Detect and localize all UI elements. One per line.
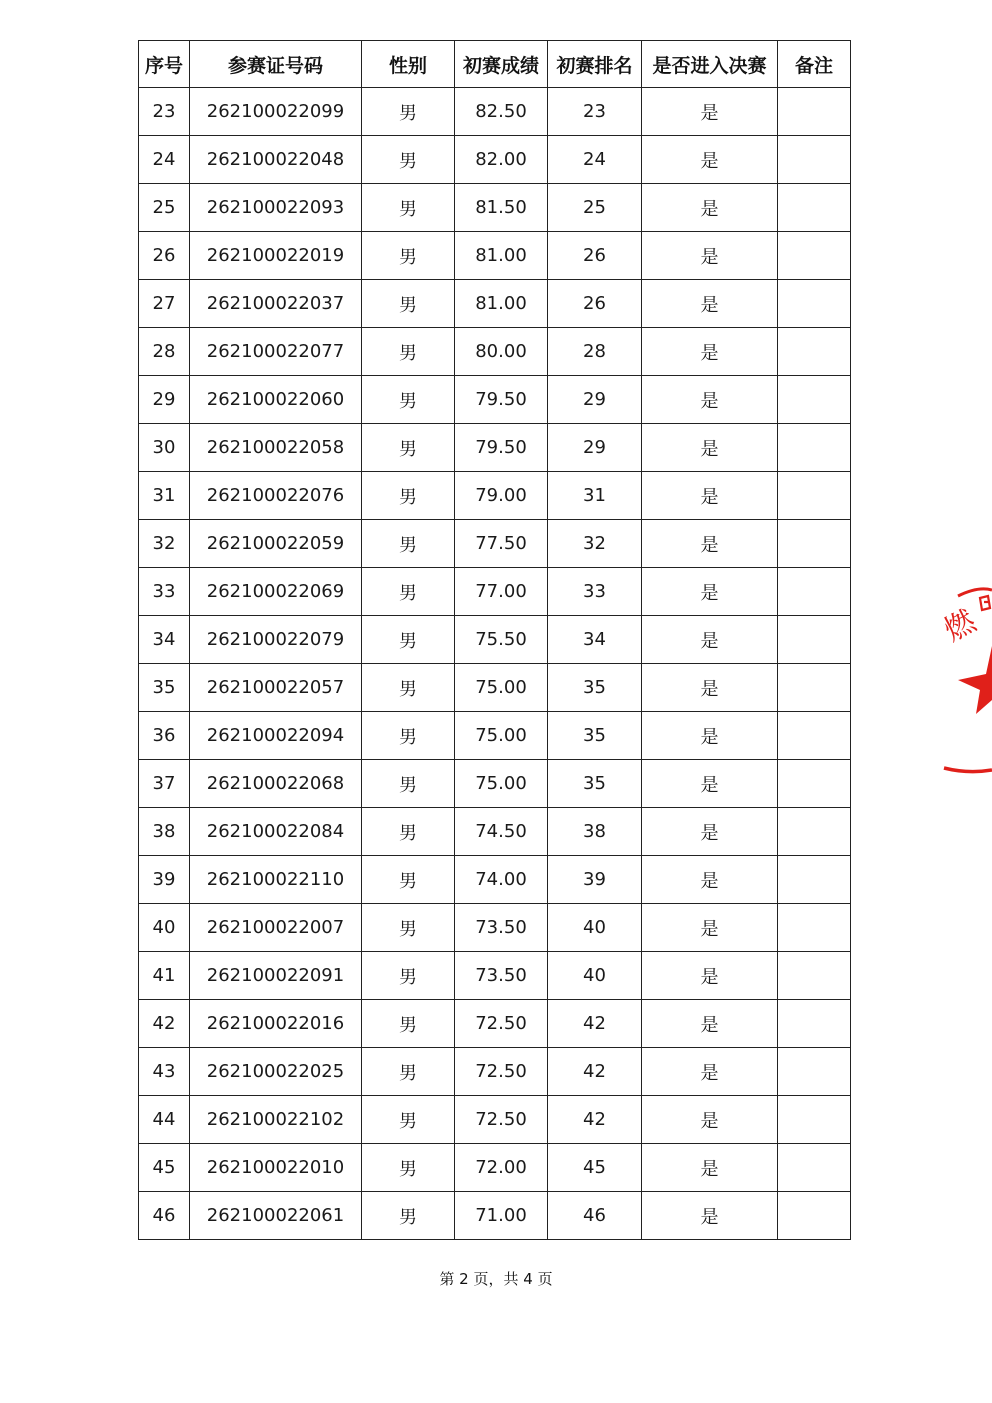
- cell-entry-number: 262100022076: [190, 472, 362, 520]
- cell-entry-number: 262100022102: [190, 1096, 362, 1144]
- table-header-row: [139, 41, 851, 88]
- cell-prelim-score: 81.00: [455, 280, 548, 328]
- cell-gender: 男: [362, 952, 455, 1000]
- cell-gender: 男: [362, 616, 455, 664]
- cell-entry-number: 262100022060: [190, 376, 362, 424]
- cell-prelim-score: 72.50: [455, 1048, 548, 1096]
- cell-seq: 30: [139, 424, 190, 472]
- cell-seq: 24: [139, 136, 190, 184]
- cell-entry-number: 262100022077: [190, 328, 362, 376]
- cell-remarks: [778, 952, 851, 1000]
- table-row: [139, 664, 851, 712]
- cell-prelim-rank: 34: [548, 616, 642, 664]
- cell-prelim-score: 73.50: [455, 904, 548, 952]
- cell-seq: 28: [139, 328, 190, 376]
- cell-seq: 39: [139, 856, 190, 904]
- cell-remarks: [778, 904, 851, 952]
- cell-finals-qualified: 是: [642, 424, 778, 472]
- cell-finals-qualified: 是: [642, 856, 778, 904]
- header-prelim-rank: 初赛排名: [548, 41, 642, 88]
- cell-prelim-rank: 35: [548, 760, 642, 808]
- cell-entry-number: 262100022048: [190, 136, 362, 184]
- cell-finals-qualified: 是: [642, 520, 778, 568]
- cell-gender: 男: [362, 472, 455, 520]
- header-gender: 性别: [362, 41, 455, 88]
- cell-gender: 男: [362, 664, 455, 712]
- cell-prelim-rank: 29: [548, 376, 642, 424]
- cell-seq: 46: [139, 1192, 190, 1240]
- table-row: [139, 520, 851, 568]
- seal-arc-bottom: [944, 768, 992, 772]
- cell-entry-number: 262100022058: [190, 424, 362, 472]
- cell-gender: 男: [362, 1192, 455, 1240]
- seal-arc-top: [958, 589, 992, 596]
- cell-entry-number: 262100022079: [190, 616, 362, 664]
- cell-prelim-score: 82.50: [455, 88, 548, 136]
- cell-gender: 男: [362, 520, 455, 568]
- cell-entry-number: 262100022010: [190, 1144, 362, 1192]
- cell-remarks: [778, 376, 851, 424]
- cell-prelim-score: 80.00: [455, 328, 548, 376]
- cell-remarks: [778, 1192, 851, 1240]
- cell-remarks: [778, 664, 851, 712]
- cell-remarks: [778, 328, 851, 376]
- header-seq: 序号: [139, 41, 190, 88]
- cell-seq: 42: [139, 1000, 190, 1048]
- table-row: [139, 1096, 851, 1144]
- cell-remarks: [778, 1000, 851, 1048]
- table-row: [139, 232, 851, 280]
- red-seal-stamp: [930, 578, 992, 778]
- cell-seq: 34: [139, 616, 190, 664]
- cell-remarks: [778, 184, 851, 232]
- cell-entry-number: 262100022099: [190, 88, 362, 136]
- cell-finals-qualified: 是: [642, 232, 778, 280]
- cell-finals-qualified: 是: [642, 88, 778, 136]
- cell-gender: 男: [362, 424, 455, 472]
- cell-entry-number: 262100022068: [190, 760, 362, 808]
- cell-entry-number: 262100022059: [190, 520, 362, 568]
- cell-finals-qualified: 是: [642, 1048, 778, 1096]
- cell-remarks: [778, 88, 851, 136]
- table-row: [139, 1144, 851, 1192]
- cell-remarks: [778, 712, 851, 760]
- cell-prelim-rank: 31: [548, 472, 642, 520]
- cell-entry-number: 262100022025: [190, 1048, 362, 1096]
- cell-gender: 男: [362, 904, 455, 952]
- cell-remarks: [778, 136, 851, 184]
- cell-gender: 男: [362, 568, 455, 616]
- cell-gender: 男: [362, 328, 455, 376]
- cell-finals-qualified: 是: [642, 904, 778, 952]
- table-row: [139, 760, 851, 808]
- cell-prelim-score: 79.50: [455, 424, 548, 472]
- cell-seq: 41: [139, 952, 190, 1000]
- cell-prelim-rank: 26: [548, 280, 642, 328]
- cell-finals-qualified: 是: [642, 616, 778, 664]
- cell-finals-qualified: 是: [642, 280, 778, 328]
- cell-prelim-score: 75.00: [455, 664, 548, 712]
- cell-seq: 44: [139, 1096, 190, 1144]
- cell-seq: 31: [139, 472, 190, 520]
- table-row: [139, 280, 851, 328]
- cell-seq: 43: [139, 1048, 190, 1096]
- cell-remarks: [778, 616, 851, 664]
- cell-gender: 男: [362, 1000, 455, 1048]
- cell-gender: 男: [362, 760, 455, 808]
- cell-seq: 26: [139, 232, 190, 280]
- cell-entry-number: 262100022093: [190, 184, 362, 232]
- table-row: [139, 88, 851, 136]
- cell-entry-number: 262100022037: [190, 280, 362, 328]
- cell-prelim-score: 73.50: [455, 952, 548, 1000]
- table-row: [139, 1192, 851, 1240]
- table-row: [139, 136, 851, 184]
- cell-prelim-score: 75.50: [455, 616, 548, 664]
- cell-gender: 男: [362, 1096, 455, 1144]
- table-row: [139, 568, 851, 616]
- cell-remarks: [778, 760, 851, 808]
- cell-prelim-score: 81.50: [455, 184, 548, 232]
- cell-entry-number: 262100022069: [190, 568, 362, 616]
- cell-gender: 男: [362, 88, 455, 136]
- cell-prelim-rank: 40: [548, 952, 642, 1000]
- cell-finals-qualified: 是: [642, 328, 778, 376]
- cell-remarks: [778, 856, 851, 904]
- cell-remarks: [778, 1096, 851, 1144]
- table-row: [139, 856, 851, 904]
- cell-seq: 45: [139, 1144, 190, 1192]
- cell-prelim-rank: 39: [548, 856, 642, 904]
- header-entry-number: 参赛证号码: [190, 41, 362, 88]
- cell-prelim-score: 81.00: [455, 232, 548, 280]
- cell-prelim-rank: 38: [548, 808, 642, 856]
- header-finals-qualified: 是否进入决赛: [642, 41, 778, 88]
- cell-prelim-score: 71.00: [455, 1192, 548, 1240]
- header-prelim-score: 初赛成绩: [455, 41, 548, 88]
- cell-finals-qualified: 是: [642, 568, 778, 616]
- cell-gender: 男: [362, 184, 455, 232]
- cell-prelim-rank: 35: [548, 664, 642, 712]
- cell-remarks: [778, 424, 851, 472]
- cell-seq: 32: [139, 520, 190, 568]
- cell-remarks: [778, 472, 851, 520]
- cell-entry-number: 262100022019: [190, 232, 362, 280]
- table-row: [139, 952, 851, 1000]
- cell-seq: 38: [139, 808, 190, 856]
- cell-seq: 23: [139, 88, 190, 136]
- cell-prelim-rank: 46: [548, 1192, 642, 1240]
- cell-finals-qualified: 是: [642, 1192, 778, 1240]
- cell-entry-number: 262100022016: [190, 1000, 362, 1048]
- results-table: [138, 40, 851, 1240]
- cell-gender: 男: [362, 1144, 455, 1192]
- table-row: [139, 616, 851, 664]
- cell-gender: 男: [362, 1048, 455, 1096]
- table-row: [139, 424, 851, 472]
- star-icon: [958, 646, 992, 714]
- cell-prelim-rank: 28: [548, 328, 642, 376]
- table-row: [139, 808, 851, 856]
- cell-remarks: [778, 808, 851, 856]
- cell-prelim-rank: 25: [548, 184, 642, 232]
- cell-prelim-score: 75.00: [455, 712, 548, 760]
- header-remarks: 备注: [778, 41, 851, 88]
- table-body: [139, 88, 851, 1240]
- cell-finals-qualified: 是: [642, 136, 778, 184]
- cell-entry-number: 262100022057: [190, 664, 362, 712]
- cell-seq: 37: [139, 760, 190, 808]
- table-row: [139, 904, 851, 952]
- cell-finals-qualified: 是: [642, 1144, 778, 1192]
- cell-finals-qualified: 是: [642, 1096, 778, 1144]
- cell-remarks: [778, 1048, 851, 1096]
- cell-entry-number: 262100022061: [190, 1192, 362, 1240]
- table-row: [139, 1048, 851, 1096]
- cell-prelim-rank: 40: [548, 904, 642, 952]
- cell-prelim-rank: 42: [548, 1048, 642, 1096]
- cell-prelim-score: 79.00: [455, 472, 548, 520]
- seal-fragment-text: 燃: [938, 603, 982, 649]
- table-row: [139, 184, 851, 232]
- cell-prelim-score: 72.50: [455, 1096, 548, 1144]
- cell-remarks: [778, 520, 851, 568]
- cell-remarks: [778, 280, 851, 328]
- cell-entry-number: 262100022110: [190, 856, 362, 904]
- table-row: [139, 712, 851, 760]
- cell-prelim-rank: 33: [548, 568, 642, 616]
- cell-remarks: [778, 232, 851, 280]
- cell-gender: 男: [362, 808, 455, 856]
- cell-prelim-rank: 35: [548, 712, 642, 760]
- seal-fragment-glyph: [980, 596, 990, 610]
- cell-gender: 男: [362, 280, 455, 328]
- results-sheet: [138, 40, 850, 1240]
- cell-finals-qualified: 是: [642, 952, 778, 1000]
- table-row: [139, 472, 851, 520]
- cell-entry-number: 262100022007: [190, 904, 362, 952]
- cell-seq: 40: [139, 904, 190, 952]
- cell-prelim-rank: 29: [548, 424, 642, 472]
- cell-finals-qualified: 是: [642, 1000, 778, 1048]
- cell-entry-number: 262100022091: [190, 952, 362, 1000]
- cell-gender: 男: [362, 232, 455, 280]
- table-row: [139, 1000, 851, 1048]
- cell-prelim-rank: 42: [548, 1096, 642, 1144]
- table-row: [139, 376, 851, 424]
- cell-finals-qualified: 是: [642, 712, 778, 760]
- cell-finals-qualified: 是: [642, 184, 778, 232]
- cell-seq: 33: [139, 568, 190, 616]
- cell-prelim-rank: 45: [548, 1144, 642, 1192]
- cell-gender: 男: [362, 856, 455, 904]
- cell-finals-qualified: 是: [642, 376, 778, 424]
- cell-seq: 35: [139, 664, 190, 712]
- cell-prelim-rank: 42: [548, 1000, 642, 1048]
- cell-remarks: [778, 1144, 851, 1192]
- cell-prelim-score: 79.50: [455, 376, 548, 424]
- cell-prelim-rank: 26: [548, 232, 642, 280]
- cell-gender: 男: [362, 712, 455, 760]
- cell-prelim-score: 72.00: [455, 1144, 548, 1192]
- cell-prelim-rank: 32: [548, 520, 642, 568]
- cell-prelim-score: 77.00: [455, 568, 548, 616]
- cell-prelim-score: 74.50: [455, 808, 548, 856]
- cell-prelim-score: 72.50: [455, 1000, 548, 1048]
- cell-seq: 27: [139, 280, 190, 328]
- cell-finals-qualified: 是: [642, 664, 778, 712]
- cell-seq: 36: [139, 712, 190, 760]
- cell-gender: 男: [362, 376, 455, 424]
- cell-seq: 29: [139, 376, 190, 424]
- cell-prelim-score: 77.50: [455, 520, 548, 568]
- cell-prelim-rank: 24: [548, 136, 642, 184]
- cell-entry-number: 262100022084: [190, 808, 362, 856]
- page-number: 第 2 页，共 4 页: [439, 1270, 553, 1288]
- cell-gender: 男: [362, 136, 455, 184]
- cell-prelim-score: 74.00: [455, 856, 548, 904]
- cell-finals-qualified: 是: [642, 472, 778, 520]
- cell-remarks: [778, 568, 851, 616]
- cell-prelim-score: 75.00: [455, 760, 548, 808]
- cell-seq: 25: [139, 184, 190, 232]
- cell-finals-qualified: 是: [642, 808, 778, 856]
- cell-prelim-score: 82.00: [455, 136, 548, 184]
- table-row: [139, 328, 851, 376]
- cell-entry-number: 262100022094: [190, 712, 362, 760]
- cell-prelim-rank: 23: [548, 88, 642, 136]
- cell-finals-qualified: 是: [642, 760, 778, 808]
